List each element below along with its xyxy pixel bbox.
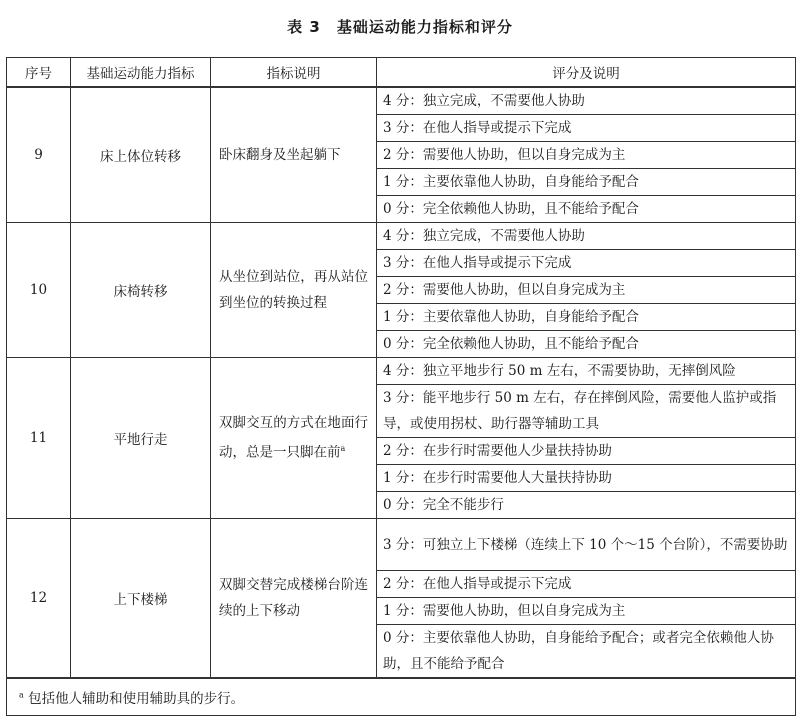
table-row <box>7 87 796 115</box>
footnote-row <box>7 678 796 716</box>
score-item: 2 分：在步行时需要他人少量扶持协助 <box>377 438 796 465</box>
footnote-ref: a <box>340 444 346 454</box>
indicator-description <box>211 223 377 358</box>
header-score: 评分及说明 <box>377 58 796 88</box>
score-item: 1 分：主要依靠他人协助，自身能给予配合 <box>377 169 796 196</box>
score-item: 2 分：在他人指导或提示下完成 <box>377 571 796 598</box>
score-item: 3 分：可独立上下楼梯（连续上下 10 个～15 个台阶），不需要协助 <box>377 519 796 571</box>
table-title: 表 3 基础运动能力指标和评分 <box>287 18 513 36</box>
indicator-name: 床上体位转移 <box>71 87 211 223</box>
score-item: 0 分：主要依靠他人协助，自身能给予配合；或者完全依赖他人协助，且不能给予配合 <box>377 625 796 679</box>
table-row <box>7 519 796 571</box>
score-item: 1 分：主要依靠他人协助，自身能给予配合 <box>377 304 796 331</box>
row-number: 10 <box>7 223 71 358</box>
indicator-description-text: 双脚交互的方式在地面行动，总是一只脚在前 <box>219 415 368 461</box>
table-row <box>7 358 796 385</box>
indicator-name: 床椅转移 <box>71 223 211 358</box>
score-item: 4 分：独立完成，不需要他人协助 <box>377 223 796 250</box>
row-number: 12 <box>7 519 71 679</box>
indicator-description <box>211 87 377 223</box>
score-item: 0 分：完全不能步行 <box>377 492 796 519</box>
score-item: 1 分：需要他人协助，但以自身完成为主 <box>377 598 796 625</box>
score-item: 0 分：完全依赖他人协助，且不能给予配合 <box>377 331 796 358</box>
score-item: 1 分：在步行时需要他人大量扶持协助 <box>377 465 796 492</box>
indicator-name: 上下楼梯 <box>71 519 211 679</box>
score-item: 2 分：需要他人协助，但以自身完成为主 <box>377 142 796 169</box>
indicator-description-text: 卧床翻身及坐起躺下 <box>219 147 341 163</box>
header-desc: 指标说明 <box>211 58 377 88</box>
header-num: 序号 <box>7 58 71 88</box>
header-indicator: 基础运动能力指标 <box>71 58 211 88</box>
score-item: 2 分：需要他人协助，但以自身完成为主 <box>377 277 796 304</box>
row-number: 9 <box>7 87 71 223</box>
indicator-description <box>211 358 377 519</box>
score-item: 3 分：在他人指导或提示下完成 <box>377 250 796 277</box>
score-item: 4 分：独立完成，不需要他人协助 <box>377 87 796 115</box>
score-item: 0 分：完全依赖他人协助，且不能给予配合 <box>377 196 796 223</box>
score-item: 3 分：在他人指导或提示下完成 <box>377 115 796 142</box>
footnote-mark: a <box>19 690 24 700</box>
indicator-description <box>211 519 377 679</box>
score-item: 4 分：独立平地步行 50 m 左右，不需要协助，无摔倒风险 <box>377 358 796 385</box>
table-body <box>7 87 796 678</box>
indicator-name: 平地行走 <box>71 358 211 519</box>
indicator-description-text: 双脚交替完成楼梯台阶连续的上下移动 <box>219 577 368 619</box>
footnote <box>7 678 796 716</box>
score-item: 3 分：能平地步行 50 m 左右，存在摔倒风险，需要他人监护或指导，或使用拐杖、助行器等辅助工具 <box>377 385 796 438</box>
indicator-description-text: 从坐位到站位，再从站位到坐位的转换过程 <box>219 269 368 311</box>
motor-ability-table <box>6 57 796 716</box>
header-row <box>7 58 796 88</box>
footnote-text: 包括他人辅助和使用辅助具的步行。 <box>28 691 245 707</box>
row-number: 11 <box>7 358 71 519</box>
table-row <box>7 223 796 250</box>
